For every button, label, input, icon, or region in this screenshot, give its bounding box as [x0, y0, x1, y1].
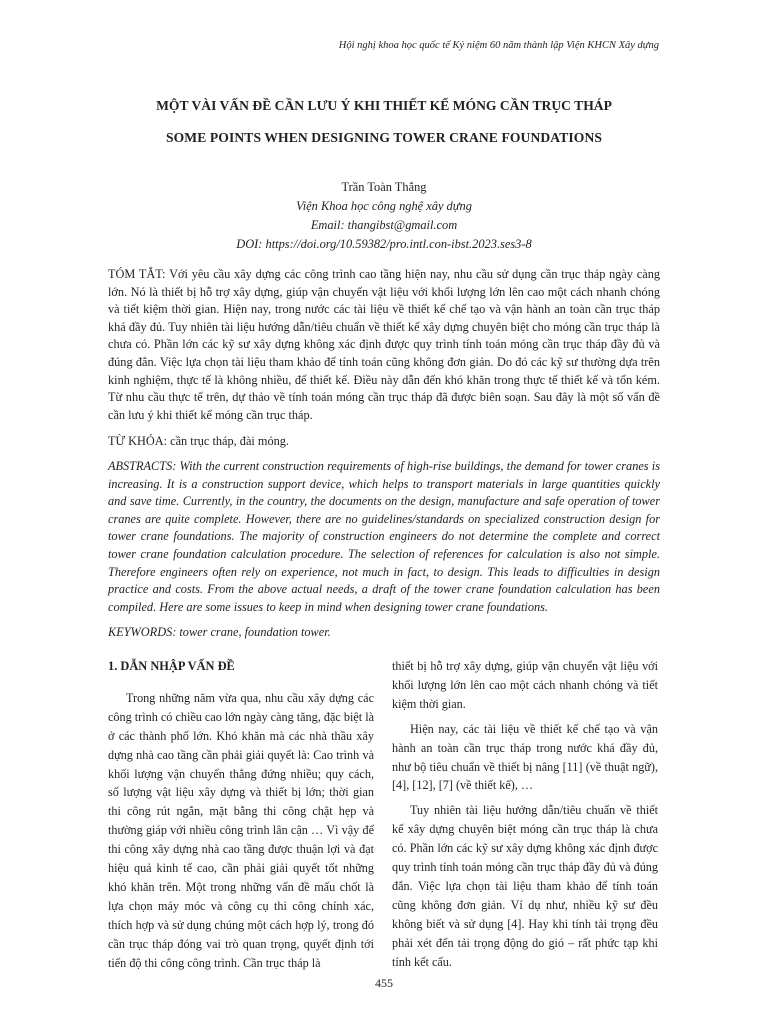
- body-paragraph: Tuy nhiên tài liệu hướng dẫn/tiêu chuẩn về thiết kế xây dựng chuyên biệt móng cần trục tháp là chưa có. Phần lớn các kỹ sư xây dựng không xác định được quy trình tính toán móng cần trục tháp đầy đủ và đúng đắn. Việc lựa chọn tài liệu tham khảo để tính toán cũng không đơn giản. Ví dụ như, nhiều kỹ sư đều không biết và sử dụng [4]. Hay khi tính tải trọng đều phải xét đến tải trọng động do gió – rất phức tạp khi tính kết cấu.: [392, 803, 658, 969]
- body-column-right: [392, 657, 658, 972]
- section-heading: 1. DẪN NHẬP VẤN ĐỀ: [108, 659, 235, 673]
- body-paragraph: thiết bị hỗ trợ xây dựng, giúp vận chuyển vật liệu với khối lượng lớn lên cao một cách nhanh chóng và tiết kiệm thời gian.: [392, 659, 658, 711]
- keywords-english: KEYWORDS: tower crane, foundation tower.: [108, 625, 331, 639]
- body-paragraph: Trong những năm vừa qua, nhu cầu xây dựng các công trình có chiều cao lớn ngày càng tăng, đặc biệt là ở các thành phố lớn. Khó khăn mà các nhà thầu xây dựng nhà cao tầng cần phải giải quyết là: Cao trình và khối lượng vận chuyển thẳng đứng nhiều; quy cách, số lượng vật liệu xây dựng và thiết bị lớn; thời gian thi công rút ngắn, mặt bằng thi công chật hẹp và thường giáp với nhiều công trình lân cận … Vì vậy để thi công xây dựng nhà cao tầng được thuận lợi và đạt hiệu quả kinh tế cao, cần phải giải quyết tốt những khó khăn trên. Một trong những vấn đề mấu chốt là lựa chọn máy móc và công cụ thi công chính xác, thích hợp và sử dụng chúng một cách hợp lý, trong đó cần trục tháp đóng vai trò quan trọng, quyết định tới tiến độ thi công công trình. Cần trục tháp là: [108, 690, 374, 970]
- running-header: Hội nghị khoa học quốc tế Kỷ niệm 60 năm thành lập Viện KHCN Xây dựng: [338, 40, 659, 51]
- body-paragraph: Hiện nay, các tài liệu về thiết kế chế tạo và vận hành an toàn cần trục tháp trong nước khá đầy đủ, như bộ tiêu chuẩn về thiết bị nâng [11] (về thuật ngữ), [4], [12], [7] (về thiết kế), …: [392, 721, 658, 793]
- doi-link[interactable]: DOI: https://doi.org/10.59382/pro.intl.con-ibst.2023.ses3-8: [236, 237, 532, 251]
- author-affiliation: Viện Khoa học công nghệ xây dựng: [296, 199, 472, 213]
- title-english: SOME POINTS WHEN DESIGNING TOWER CRANE FOUNDATIONS: [165, 130, 603, 145]
- abstract-english: ABSTRACTS: With the current construction requirements of high-rise buildings, the demand for tower cranes is increasing. It is a construction support device, which helps to transport materials in large quantities quickly and save time. Currently, in the country, the documents on the design, manufacture and safe operation of tower cranes are quite complete. However, there are no guidelines/standards on specialized construction design for tower crane foundations. The majority of construction engineers do not determine the complete and correct tower crane foundation calculation procedure. The selection of references for calculation is also not simple. Therefore engineers often rely on experience, not much in fact, to design. This leads to difficulties in design practice and costs. From the above actual needs, a draft of the tower crane foundation calculation has been compiled. Here are some issues to keep in mind when designing tower crane foundations.: [108, 459, 660, 614]
- author-name: Trần Toàn Thắng: [341, 180, 427, 194]
- body-column-left: [108, 657, 374, 973]
- author-block: [0, 178, 768, 254]
- keywords-vietnamese: TỪ KHÓA: cần trục tháp, đài móng.: [108, 434, 289, 448]
- title-vietnamese: MỘT VÀI VẤN ĐỀ CẦN LƯU Ý KHI THIẾT KẾ MÓNG CẦN TRỤC THÁP: [156, 98, 612, 113]
- page-number: 455: [375, 976, 393, 990]
- abstract-vietnamese: TÓM TẮT: Với yêu cầu xây dựng các công trình cao tầng hiện nay, nhu cầu sử dụng cần trục tháp ngày càng lớn. Nó là thiết bị hỗ trợ xây dựng, giúp vận chuyển vật liệu với khối lượng lớn lên cao một cách nhanh chóng và tiết kiệm thời gian. Hiện nay, trong nước các tài liệu về thiết kế chế tạo và vận hành an toàn cần trục tháp khá đầy đủ. Tuy nhiên tài liệu hướng dẫn/tiêu chuẩn về thiết kế xây dựng chuyên biệt cho móng cần trục tháp là chưa có. Phần lớn các kỹ sư xây dựng không xác định được quy trình tính toán móng cần trục tháp đầy đủ và đúng đắn. Việc lựa chọn tài liệu tham khảo để tính toán cũng không đơn giản. Do đó các kỹ sư thường dựa trên kinh nghiệm, thực tế là không nhiều, để thiết kế. Điều này dẫn đến khó khăn trong thực tế thiết kế và tốn kém. Từ nhu cầu thực tế trên, dự thảo về tính toán móng cần trục tháp đã được biên soạn. Sau đây là một số vấn đề cần lưu ý khi thiết kế móng cần trục tháp.: [108, 267, 660, 422]
- author-email: Email: thangibst@gmail.com: [310, 218, 458, 232]
